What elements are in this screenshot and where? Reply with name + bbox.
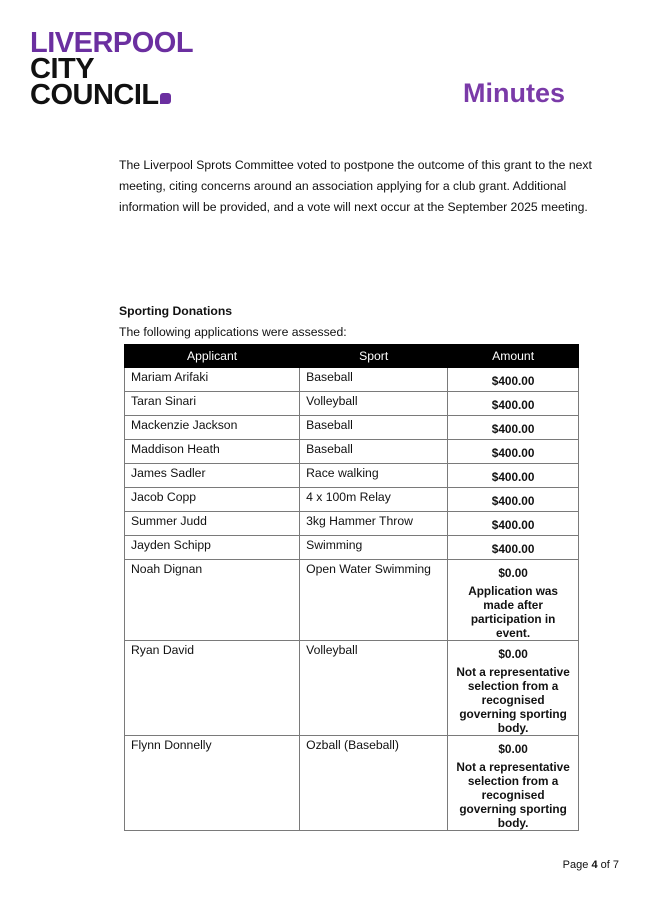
cell-applicant: Summer Judd — [125, 512, 300, 536]
table-row — [125, 512, 579, 536]
cell-applicant: Noah Dignan — [125, 560, 300, 641]
amount-note: Application was made after participation in event. — [468, 584, 558, 640]
table-body — [125, 368, 579, 831]
table-row — [125, 560, 579, 641]
cell-applicant: Ryan David — [125, 641, 300, 736]
table-row — [125, 440, 579, 464]
cell-applicant: Jayden Schipp — [125, 536, 300, 560]
table-row — [125, 536, 579, 560]
logo-line-3-text: COUNCIL — [30, 79, 159, 111]
cell-applicant: Taran Sinari — [125, 392, 300, 416]
council-logo — [30, 27, 194, 111]
cell-amount — [448, 440, 579, 464]
cell-applicant: Jacob Copp — [125, 488, 300, 512]
section-heading: Sporting Donations — [119, 304, 233, 318]
cell-sport: Baseball — [300, 440, 448, 464]
header-sport: Sport — [300, 345, 448, 368]
cell-sport: 3kg Hammer Throw — [300, 512, 448, 536]
logo-line-1: LIVERPOOL — [30, 27, 194, 59]
cell-sport: Baseball — [300, 416, 448, 440]
cell-sport: Race walking — [300, 464, 448, 488]
cell-amount — [448, 641, 579, 736]
amount-value: $400.00 — [491, 494, 535, 508]
cell-applicant: Mariam Arifaki — [125, 368, 300, 392]
cell-applicant: Maddison Heath — [125, 440, 300, 464]
cell-amount — [448, 512, 579, 536]
table-row — [125, 392, 579, 416]
amount-value: $0.00 — [498, 566, 528, 580]
table-row — [125, 488, 579, 512]
cell-amount — [448, 416, 579, 440]
amount-value: $400.00 — [491, 470, 535, 484]
page-current: 4 — [591, 859, 598, 871]
cell-sport: Swimming — [300, 536, 448, 560]
page-number — [563, 859, 619, 871]
amount-note: Not a representative selection from a recognised governing sporting body. — [456, 760, 570, 830]
table-row — [125, 368, 579, 392]
donations-table — [124, 344, 579, 831]
amount-value: $400.00 — [491, 446, 535, 460]
logo-line-3 — [30, 79, 193, 111]
cell-amount — [448, 536, 579, 560]
table-row — [125, 464, 579, 488]
amount-value: $400.00 — [491, 398, 535, 412]
cell-sport: Volleyball — [300, 641, 448, 736]
header-amount: Amount — [448, 345, 579, 368]
cell-applicant: James Sadler — [125, 464, 300, 488]
table-row — [125, 641, 579, 736]
amount-note: Not a representative selection from a recognised governing sporting body. — [456, 665, 570, 735]
cell-sport: Baseball — [300, 368, 448, 392]
logo-line-2: CITY — [30, 53, 95, 85]
cell-amount — [448, 488, 579, 512]
page-sep: of — [600, 859, 610, 871]
page-total: 7 — [612, 859, 619, 871]
cell-amount — [448, 464, 579, 488]
cell-sport: 4 x 100m Relay — [300, 488, 448, 512]
amount-value: $0.00 — [498, 647, 528, 661]
cell-sport: Ozball (Baseball) — [300, 736, 448, 831]
section-subheading: The following applications were assessed: — [119, 325, 347, 339]
cell-sport: Volleyball — [300, 392, 448, 416]
amount-value: $400.00 — [491, 518, 535, 532]
table-header-row — [125, 345, 579, 368]
cell-amount — [448, 560, 579, 641]
cell-applicant: Mackenzie Jackson — [125, 416, 300, 440]
cell-amount — [448, 392, 579, 416]
cell-sport: Open Water Swimming — [300, 560, 448, 641]
amount-value: $400.00 — [491, 422, 535, 436]
table-row — [125, 416, 579, 440]
table-row — [125, 736, 579, 831]
header-applicant: Applicant — [125, 345, 300, 368]
intro-paragraph: The Liverpool Sprots Committee voted to postpone the outcome of this grant to the next meeting, citing concerns around an association applying for a club grant. Additional information will be provided, and a vote will next occur at the September 2025 meeting. — [119, 158, 592, 214]
page-title: Minutes — [462, 78, 565, 108]
amount-value: $0.00 — [498, 742, 528, 756]
amount-value: $400.00 — [491, 374, 535, 388]
cell-amount — [448, 368, 579, 392]
cell-applicant: Flynn Donnelly — [125, 736, 300, 831]
logo-speech-icon — [160, 93, 171, 104]
amount-value: $400.00 — [491, 542, 535, 556]
cell-amount — [448, 736, 579, 831]
page-prefix: Page — [562, 859, 589, 871]
